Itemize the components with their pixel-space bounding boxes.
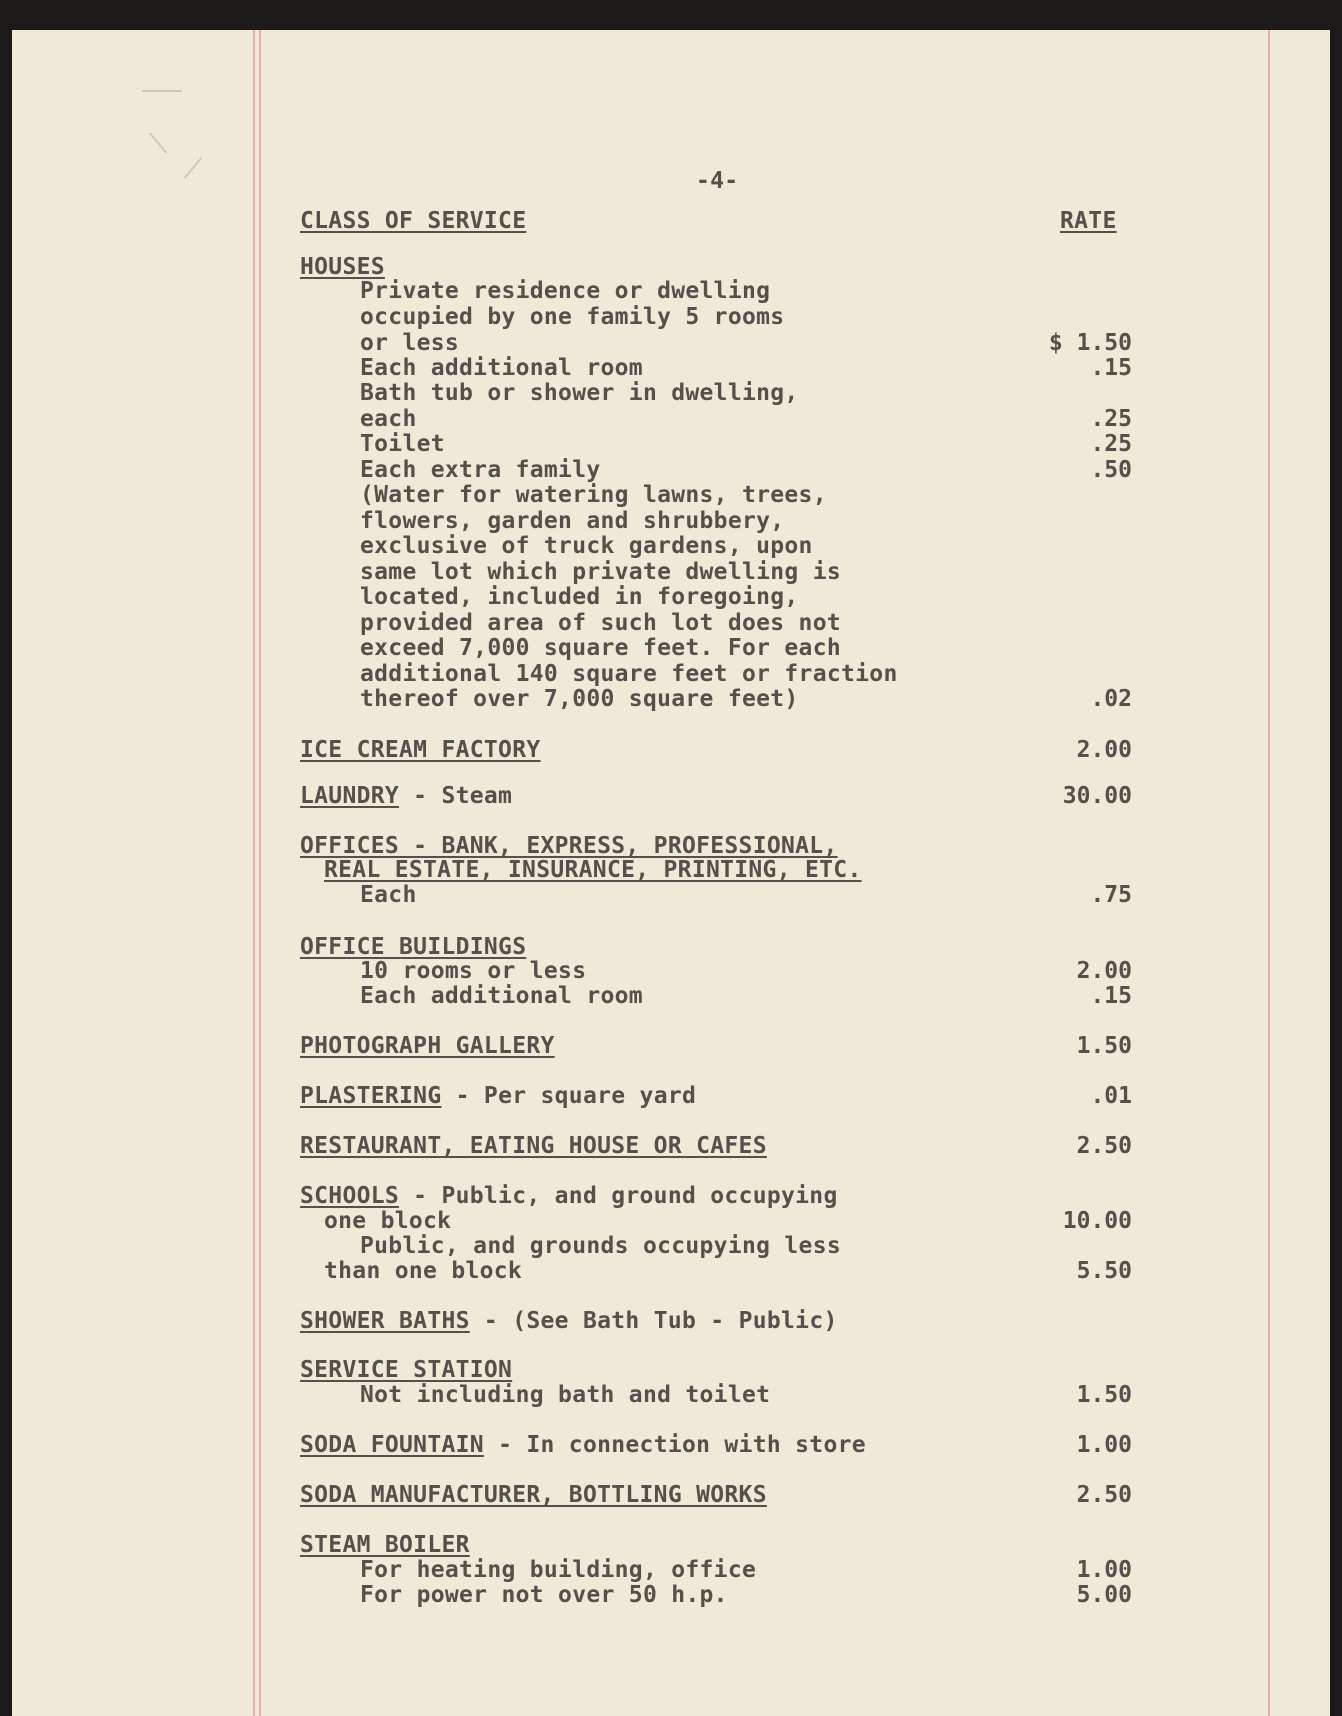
rate-value: .25: [1090, 406, 1132, 432]
houses-line: located, included in foregoing,: [360, 584, 799, 610]
houses-line: Each extra family: [360, 457, 601, 483]
document-page: [12, 30, 1330, 1716]
schools-line: Public, and grounds occupying less: [360, 1233, 842, 1259]
section-title-houses: HOUSES: [300, 254, 385, 280]
section-laundry: [300, 783, 512, 809]
rate-value: $ 1.50: [1048, 330, 1132, 356]
houses-line: Each additional room: [360, 355, 643, 381]
section-title-schools: SCHOOLS: [300, 1183, 400, 1209]
section-title-soda-manufacturer: SODA MANUFACTURER, BOTTLING WORKS: [300, 1482, 767, 1508]
houses-line: flowers, garden and shrubbery,: [360, 508, 785, 534]
section-title-offices-2: REAL ESTATE, INSURANCE, PRINTING, ETC.: [324, 857, 862, 883]
section-title-steam-boiler: STEAM BOILER: [300, 1532, 470, 1558]
margin-line-left-inner: [259, 30, 261, 1716]
page-number: -4-: [696, 168, 739, 194]
rate-value: 1.50: [1076, 1382, 1132, 1408]
houses-line: Toilet: [360, 431, 445, 457]
section-title-shower-baths: SHOWER BATHS: [300, 1308, 470, 1334]
rate-value: 2.00: [1076, 958, 1132, 984]
houses-line: same lot which private dwelling is: [360, 559, 842, 585]
service-station-line: Not including bath and toilet: [360, 1382, 771, 1408]
section-title-service-station: SERVICE STATION: [300, 1357, 513, 1383]
header-class-of-service: CLASS OF SERVICE: [300, 208, 527, 234]
rate-value: 1.50: [1076, 1033, 1132, 1059]
section-soda-fountain: [300, 1432, 866, 1458]
paper-mark: [184, 157, 202, 178]
section-title-soda-fountain: SODA FOUNTAIN: [300, 1432, 484, 1458]
section-plastering: [300, 1083, 696, 1109]
section-title-office-buildings: OFFICE BUILDINGS: [300, 934, 527, 960]
rate-value: .15: [1090, 355, 1132, 381]
schools-line: than one block: [324, 1258, 523, 1284]
houses-line: each: [360, 406, 417, 432]
houses-line: additional 140 square feet or fraction: [360, 661, 898, 687]
rate-value: 5.50: [1076, 1258, 1132, 1284]
office-buildings-line: Each additional room: [360, 983, 643, 1009]
rate-value: 1.00: [1076, 1432, 1132, 1458]
rate-value: 5.00: [1076, 1582, 1132, 1608]
rate-value: 30.00: [1062, 783, 1132, 809]
houses-line: occupied by one family 5 rooms: [360, 304, 785, 330]
paper-mark: [142, 90, 182, 92]
rate-value: .01: [1090, 1083, 1132, 1109]
section-schools: [300, 1183, 838, 1209]
rate-value: 2.00: [1076, 737, 1132, 763]
houses-line: exclusive of truck gardens, upon: [360, 533, 813, 559]
section-title-restaurant: RESTAURANT, EATING HOUSE OR CAFES: [300, 1133, 767, 1159]
margin-line-right: [1268, 30, 1270, 1716]
houses-line: Bath tub or shower in dwelling,: [360, 380, 799, 406]
houses-line: or less: [360, 330, 460, 356]
rate-value: 2.50: [1076, 1482, 1132, 1508]
rate-value: .75: [1090, 882, 1132, 908]
section-title-plastering: PLASTERING: [300, 1083, 442, 1109]
houses-line: provided area of such lot does not: [360, 610, 842, 636]
paper-mark: [149, 132, 167, 153]
plastering-suffix: - Per square yard: [441, 1083, 697, 1109]
section-title-laundry: LAUNDRY: [300, 783, 400, 809]
section-title-offices: OFFICES - BANK, EXPRESS, PROFESSIONAL,: [300, 833, 838, 859]
rate-value: 2.50: [1076, 1133, 1132, 1159]
soda-fountain-suffix: - In connection with store: [483, 1432, 866, 1458]
houses-line: Private residence or dwelling: [360, 278, 771, 304]
rate-value: .50: [1090, 457, 1132, 483]
section-title-photograph: PHOTOGRAPH GALLERY: [300, 1033, 555, 1059]
margin-line-left: [253, 30, 255, 1716]
section-shower-baths: [300, 1308, 838, 1334]
laundry-suffix: - Steam: [399, 783, 513, 809]
section-title-ice-cream: ICE CREAM FACTORY: [300, 737, 541, 763]
header-rate: RATE: [1060, 208, 1117, 234]
shower-baths-suffix: - (See Bath Tub - Public): [469, 1308, 838, 1334]
rate-value: 1.00: [1076, 1557, 1132, 1583]
schools-line: one block: [324, 1208, 452, 1234]
offices-line: Each: [360, 882, 417, 908]
schools-suffix: - Public, and ground occupying: [399, 1183, 838, 1209]
rate-value: 10.00: [1062, 1208, 1132, 1234]
houses-line: thereof over 7,000 square feet): [360, 686, 799, 712]
steam-boiler-line: For power not over 50 h.p.: [360, 1582, 728, 1608]
rate-value: .25: [1090, 431, 1132, 457]
steam-boiler-line: For heating building, office: [360, 1557, 757, 1583]
rate-value: .15: [1090, 983, 1132, 1009]
houses-line: (Water for watering lawns, trees,: [360, 482, 827, 508]
houses-line: exceed 7,000 square feet. For each: [360, 635, 842, 661]
rate-value: .02: [1090, 686, 1132, 712]
office-buildings-line: 10 rooms or less: [360, 958, 587, 984]
